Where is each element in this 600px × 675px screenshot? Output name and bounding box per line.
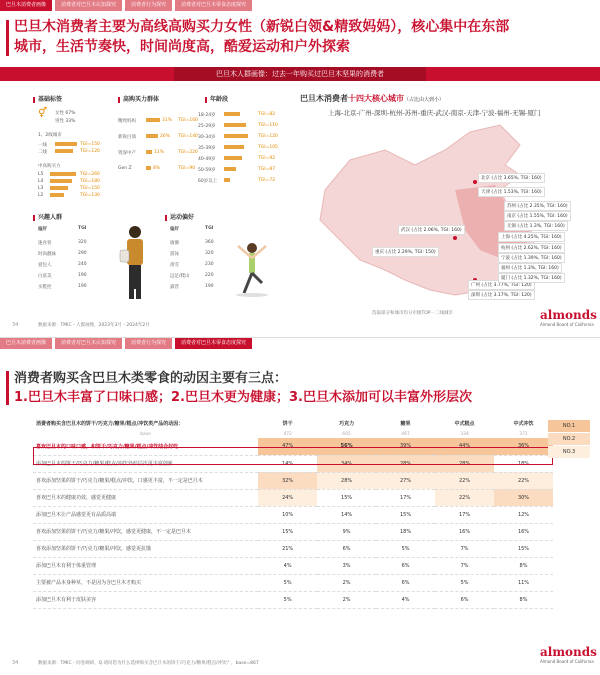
table-row [33, 455, 553, 472]
sport-label: 游泳 [170, 252, 179, 257]
purchase-tgi: TGI=220 [178, 150, 198, 155]
row-value: 34% [317, 455, 376, 472]
col-biscuit: 饼干 [282, 421, 293, 427]
tab2-consumer-profile[interactable]: 巴旦木消费者画像 [0, 338, 52, 349]
row-value: 22% [435, 489, 494, 506]
age-tgi: TGI=92 [258, 156, 276, 161]
slide1-title-line2: 城市，生活节奏快，时间尚度高，酷爱运动和户外探索 [14, 39, 350, 55]
purchase-label: 精致妈妈 [118, 119, 136, 124]
gender-male: 男性 33% [55, 119, 76, 124]
map-title-note: （占比由大到小） [404, 97, 445, 103]
city-tier-label: 1、2线城市 [38, 133, 62, 138]
sport-label: 露营 [170, 285, 179, 290]
tab2-attitude[interactable]: 消费者对巴旦木零食态度探究 [175, 338, 252, 349]
sport-tgi: 360 [205, 240, 214, 245]
tab-consumer-profile[interactable]: 巴旦木消费者画像 [0, 0, 52, 11]
legend-no3: NO.3 [548, 446, 590, 458]
row-value: 9% [317, 523, 376, 540]
table-row [33, 506, 553, 523]
base-value: 371 [519, 431, 528, 437]
purchase-label: Gen Z [118, 166, 132, 171]
row-value: 44% [435, 438, 494, 455]
row-value: 15% [258, 523, 317, 540]
row-value: 47% [258, 438, 317, 455]
age-bar [224, 167, 236, 171]
table-row [33, 557, 553, 574]
row-label: 主要被产品本身种草，不是因为含巴旦木才购买 [33, 574, 258, 591]
title2-accent-bar [6, 371, 9, 405]
slide1-title [14, 17, 594, 57]
section-basic-tags: 基础标签 [33, 94, 62, 103]
legend-no2: NO.2 [548, 433, 590, 445]
row-value: 56% [317, 438, 376, 455]
row-value: 11% [494, 574, 553, 591]
row-value: 5% [258, 591, 317, 608]
section-age: 年龄段 [205, 94, 228, 103]
age-label: 35-39岁 [198, 146, 216, 151]
row-value: 6% [317, 540, 376, 557]
logo-text: almonds [540, 308, 597, 322]
age-tgi: TGI=110 [258, 123, 278, 128]
slide2-footnote: 数据来源：TMIC - 问卷调研，Q.请问您为什么选择购买含巴旦木的饼干/巧克力/糖果/糕点/冲饮？，base=867 [38, 661, 259, 666]
city-callout: 福州 (占比 1.3%, TGI: 160) [498, 263, 562, 273]
row-value: 5% [258, 574, 317, 591]
logo-subtext: Almond Board of California [540, 322, 594, 327]
purchase-bar [146, 150, 152, 154]
level-l4-tgi: TGI=180 [80, 179, 100, 184]
slide2-tabs [0, 338, 255, 349]
row-value: 15% [317, 489, 376, 506]
level-l5-label: L5 [38, 172, 44, 177]
row-label: 喜欢添加坚果的饼干/巧克力/糖果/冲饮，感觉更健康，不一定是巴旦木 [33, 523, 258, 540]
level-l3-bar [50, 186, 68, 190]
gender-female: 女性 67% [55, 111, 76, 116]
table-row [33, 489, 553, 506]
map-title [300, 93, 444, 104]
row-value: 17% [376, 489, 435, 506]
col-candy: 糖果 [400, 421, 411, 427]
woman-illustration [118, 222, 152, 302]
age-tgi: TGI=87 [258, 167, 276, 172]
age-bar [224, 123, 246, 127]
tab-behavior[interactable]: 消费者行为探究 [125, 0, 172, 11]
level-l4-label: L4 [38, 179, 44, 184]
level-l3-label: L3 [38, 186, 44, 191]
row-value: 5% [435, 574, 494, 591]
interest-tgi: 190 [78, 273, 87, 278]
age-bar [224, 145, 244, 149]
age-bar [224, 112, 240, 116]
purchase-value: 26% [160, 134, 171, 139]
row-value: 17% [435, 506, 494, 523]
age-bar [224, 178, 230, 182]
row-label: 添加巴旦木让产品感觉更有品质高端 [33, 506, 258, 523]
city-callout: 无锡 (占比 1.3%, TGI: 160) [504, 221, 568, 231]
interest-header-pref: 偏好 [38, 227, 47, 232]
city-callout: 苏州 (占比 2.35%, TGI: 160) [504, 201, 571, 211]
row-value: 10% [258, 506, 317, 523]
row-label: 添加巴旦木的饼干/巧克力/糖果/糕点/冲饮外形层次更丰富创新 [33, 455, 258, 472]
row-value: 28% [435, 455, 494, 472]
row-value: 36% [494, 438, 553, 455]
city-callout: 武汉 (占比 2.06%, TGI: 160) [398, 225, 465, 235]
city-callout: 重庆 (占比 2.29%, TGI: 150) [372, 247, 439, 257]
row-value: 4% [258, 557, 317, 574]
row-value: 6% [435, 591, 494, 608]
table-row [33, 540, 553, 557]
gender-icon: ⚥ [38, 108, 48, 119]
sport-tgi: 320 [205, 251, 214, 256]
tab-attitude[interactable]: 消费者对巴旦木零食态度探究 [175, 0, 252, 11]
row-label: 喜欢巴旦木的口味口感，和饼干/巧克力/糖果/糕点/冲饮结合好吃 [33, 438, 258, 455]
interest-label: 买鞋控 [38, 285, 52, 290]
row-value: 30% [494, 489, 553, 506]
base-value: 334 [460, 431, 469, 437]
row-value: 2% [317, 591, 376, 608]
sport-tgi: 230 [205, 262, 214, 267]
purchase-tgi: TGI=160 [178, 118, 198, 123]
city-callout: 宁波 (占比 1.39%, TGI: 160) [498, 253, 565, 263]
interest-tgi: 240 [78, 262, 87, 267]
row-value: 6% [376, 574, 435, 591]
row-value: 3% [317, 557, 376, 574]
base-value: 472 [283, 431, 292, 437]
row-value: 18% [494, 455, 553, 472]
table-row [33, 438, 553, 455]
table-row [33, 591, 553, 608]
row-value: 22% [435, 472, 494, 489]
page-number: 34 [12, 322, 19, 328]
title-accent-bar [6, 20, 9, 56]
purchase-value: 11% [154, 150, 165, 155]
legend-no1: NO.1 [548, 420, 590, 432]
tab2-awareness[interactable]: 消费者对巴旦木认知探究 [55, 338, 122, 349]
city-callout: 上海 (占比 4.25%, TGI: 160) [498, 232, 565, 242]
city-callout: 天津 (占比 1.53%, TGI: 160) [478, 187, 545, 197]
row-label: 喜欢巴旦木的健康功效，感觉更健康 [33, 489, 258, 506]
interest-tgi: 290 [78, 251, 87, 256]
slide1-footnote: 数据来源：TMIC - 人群画像，2023年3月 - 2024年2月 [38, 323, 150, 328]
tier2-label: 二线 [38, 150, 47, 155]
row-value: 21% [258, 540, 317, 557]
city-callout: 深圳 (占比 3.17%, TGI: 120) [468, 290, 535, 300]
purchase-tgi: TGI=90 [178, 166, 196, 171]
yoga-illustration [232, 238, 272, 298]
level-l4-bar [50, 179, 72, 183]
age-label: 30-34岁 [198, 135, 216, 140]
row-value: 8% [494, 591, 553, 608]
city-callout: 厦门 (占比 1.32%, TGI: 160) [498, 273, 565, 283]
tier2-tgi: TGI=120 [80, 149, 100, 154]
map-title-highlight: 十四大核心城市 [348, 94, 404, 103]
level-l2-tgi: TGI=130 [80, 193, 100, 198]
row-value: 18% [376, 523, 435, 540]
almonds-logo-2 [540, 645, 597, 664]
table-row [33, 574, 553, 591]
purchase-tgi: TGI=140 [178, 134, 198, 139]
logo2-text: almonds [540, 645, 597, 659]
row-value: 7% [435, 557, 494, 574]
row-value: 22% [494, 472, 553, 489]
interest-label: 白富美 [38, 274, 52, 279]
purchase-power-label: 中高购买力 [38, 164, 61, 169]
col-drink: 中式冲饮 [513, 421, 534, 427]
section-sport: 运动偏好 [165, 212, 194, 221]
age-bar [224, 134, 248, 138]
almonds-logo [540, 308, 597, 327]
col-chocolate: 巧克力 [339, 421, 355, 427]
interest-label: 速食客 [38, 241, 52, 246]
row-label: 喜欢添加坚果的饼干/巧克力/糖果/冲饮，感觉更抗饿 [33, 540, 258, 557]
section-interest: 兴趣人群 [33, 212, 62, 221]
row-value: 6% [376, 557, 435, 574]
base-value: 605 [342, 431, 351, 437]
purchase-label: 新锐白领 [118, 135, 136, 140]
table-question: 消费者购买含巴旦木的饼干/巧克力/糖果/糕点/冲饮类产品的动因： [36, 421, 184, 427]
sport-tgi: 190 [205, 284, 214, 289]
purchase-bar [146, 166, 151, 170]
age-label: 50-59岁 [198, 168, 216, 173]
purchase-bar [146, 118, 160, 122]
row-value: 27% [376, 472, 435, 489]
base-row [33, 430, 553, 438]
sport-label: 滑雪 [170, 263, 179, 268]
slide2-title-line2: 1.巴旦木丰富了口味口感；2.巴旦木更为健康；3.巴旦木添加可以丰富外形层次 [14, 390, 472, 405]
age-tgi: TGI=105 [258, 145, 278, 150]
motivation-table [33, 417, 553, 609]
row-value: 28% [376, 455, 435, 472]
sport-header-pref: 偏好 [170, 227, 179, 232]
tier1-bar [55, 142, 77, 146]
map-note: 选取部分和城市均分市级TOP一二线城市 [372, 311, 454, 316]
age-tgi: TGI=82 [258, 112, 276, 117]
level-l5-tgi: TGI=260 [80, 172, 100, 177]
tier1-tgi: TGI=150 [80, 142, 100, 147]
level-l5-bar [50, 172, 76, 176]
base-value: 467 [401, 431, 410, 437]
tier1-label: 一线 [38, 143, 47, 148]
slide1-tabs [0, 0, 255, 11]
row-value: 24% [258, 489, 317, 506]
row-label: 添加巴旦木有利于体重管理 [33, 557, 258, 574]
age-tgi: TGI=72 [258, 178, 276, 183]
row-value: 7% [435, 540, 494, 557]
sport-label: 远足/爬山 [170, 274, 190, 279]
age-label: 18-24岁 [198, 113, 216, 118]
age-tgi: TGI=120 [258, 134, 278, 139]
tab2-behavior[interactable]: 消费者行为探究 [125, 338, 172, 349]
row-value: 2% [317, 574, 376, 591]
interest-header-tgi: TGI [78, 226, 87, 231]
age-label: 60岁以上 [198, 179, 218, 184]
city-callout: 南京 (占比 1.55%, TGI: 160) [504, 211, 571, 221]
interest-label: 爱包人 [38, 263, 52, 268]
slide1-title-line1: 巴旦木消费者主要为高线高购买力女性（新锐白领&精致妈妈），核心集中在东部 [14, 19, 510, 35]
tab-awareness[interactable]: 消费者对巴旦木认知探究 [55, 0, 122, 11]
city-callout: 广州 (占比 3.77%, TGI: 120) [468, 280, 535, 290]
city-ranking: 上海-北京-广州-深圳-杭州-苏州-重庆-武汉-南京-天津-宁波-福州-无锡-厦门 [328, 109, 541, 117]
purchase-value: 8% [153, 166, 161, 171]
row-value: 12% [494, 506, 553, 523]
row-value: 32% [258, 472, 317, 489]
purchase-bar [146, 134, 158, 138]
row-label: 添加巴旦木有利于皮肤美容 [33, 591, 258, 608]
section-purchase-power: 高购买力群体 [118, 94, 159, 103]
row-value: 4% [376, 591, 435, 608]
age-bar [224, 156, 242, 160]
map-title-prefix: 巴旦木消费者 [300, 94, 348, 103]
interest-tgi: 320 [78, 240, 87, 245]
table-body [33, 430, 553, 608]
interest-label: 时尚靓妹 [38, 252, 56, 257]
interest-tgi: 190 [78, 284, 87, 289]
age-label: 40-49岁 [198, 157, 216, 162]
purchase-value: 31% [162, 118, 173, 123]
row-label: 喜欢添加坚果的饼干/巧克力/糖果/糕点/冲饮，口感更丰富，不一定是巴旦木 [33, 472, 258, 489]
sport-label: 瑜伽 [170, 241, 179, 246]
level-l2-bar [50, 193, 64, 197]
city-callout: 北京 (占比 3.65%, TGI: 160) [478, 173, 545, 183]
row-value: 8% [494, 557, 553, 574]
level-l3-tgi: TGI=150 [80, 186, 100, 191]
row-value: 39% [376, 438, 435, 455]
table-row [33, 472, 553, 489]
row-value: 14% [258, 455, 317, 472]
row-value: 16% [435, 523, 494, 540]
sport-header-tgi: TGI [205, 226, 214, 231]
city-callout: 杭州 (占比 2.62%, TGI: 160) [498, 243, 565, 253]
slide2-title [14, 369, 594, 407]
banner-label: 巴旦木人群画像：过去一年购买过巴旦木坚果的消费者 [174, 67, 426, 81]
logo2-subtext: Almond Board of California [540, 659, 594, 664]
purchase-label: 资深中产 [118, 151, 136, 156]
row-value: 16% [494, 523, 553, 540]
slide-consumer-profile [0, 0, 600, 337]
sport-tgi: 220 [205, 273, 214, 278]
row-value: 14% [317, 506, 376, 523]
row-value: 15% [494, 540, 553, 557]
row-value: 5% [376, 540, 435, 557]
row-value: 28% [317, 472, 376, 489]
table-row [33, 523, 553, 540]
age-label: 25-29岁 [198, 124, 216, 129]
col-pastry: 中式糕点 [454, 421, 475, 427]
level-l2-label: L2 [38, 193, 44, 198]
base-label: base [140, 431, 151, 437]
slide2-title-line1: 消费者购买含巴旦木类零食的动因主要有三点： [14, 371, 288, 386]
page2-number: 34 [12, 660, 19, 666]
tier2-bar [55, 149, 73, 153]
row-value: 15% [376, 506, 435, 523]
